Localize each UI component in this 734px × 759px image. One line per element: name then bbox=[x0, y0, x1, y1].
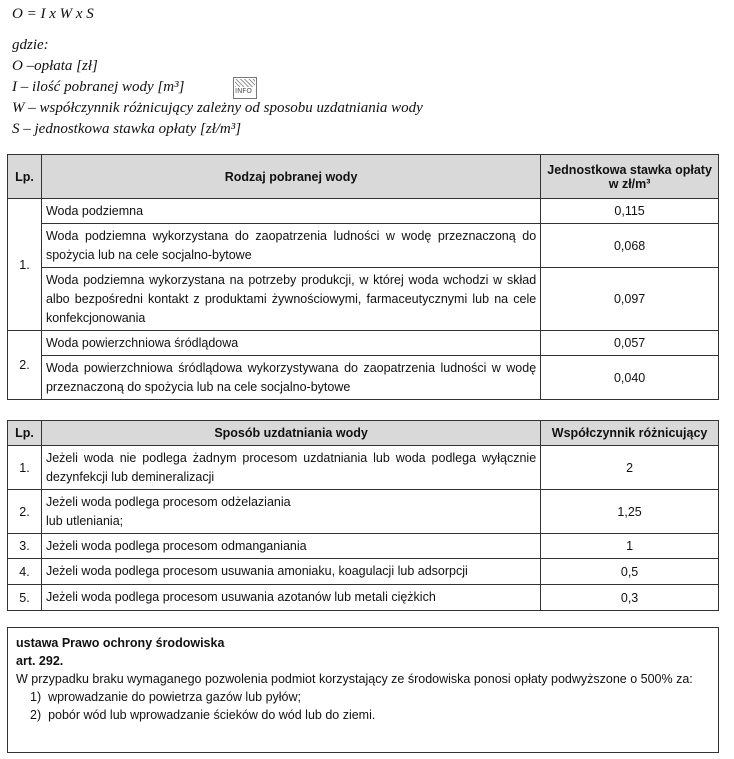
definition-s: S – jednostkowa stawka opłaty [zł/m³] bbox=[12, 121, 242, 137]
table-row bbox=[8, 534, 719, 559]
row-lp: 3. bbox=[8, 534, 42, 559]
definition-i: I – ilość pobranej wody [m³] bbox=[12, 79, 185, 95]
water-rate-table bbox=[7, 154, 719, 400]
table-row bbox=[8, 356, 719, 400]
law-item bbox=[16, 688, 710, 706]
method-line: lub utleniania; bbox=[45, 513, 124, 528]
law-item-number: 1) bbox=[30, 690, 42, 704]
rate-cell: 0,068 bbox=[541, 224, 719, 268]
law-item bbox=[16, 706, 710, 724]
law-excerpt bbox=[7, 627, 719, 753]
table-row bbox=[8, 446, 719, 490]
method-cell bbox=[41, 490, 540, 534]
table-row bbox=[8, 559, 719, 585]
table-row bbox=[8, 585, 719, 611]
formula-where-label: gdzie: bbox=[12, 37, 49, 53]
table-row bbox=[8, 331, 719, 356]
factor-cell: 2 bbox=[541, 446, 719, 490]
row-lp: 2. bbox=[8, 490, 42, 534]
row-lp: 2. bbox=[8, 331, 42, 400]
law-item-text: wprowadzanie do powietrza gazów lub pyłów; bbox=[48, 690, 301, 704]
rate-cell: 0,097 bbox=[541, 268, 719, 331]
method-cell: Jeżeli woda nie podlega żadnym procesom uzdatniania lub woda podlega wyłącznie dezynfekcji lub demineralizacji bbox=[41, 446, 540, 490]
rate-cell: 0,115 bbox=[541, 199, 719, 224]
table-header-water-type: Rodzaj pobranej wody bbox=[41, 155, 540, 199]
method-cell: Jeżeli woda podlega procesom usuwania amoniaku, koagulacji lub adsorpcji bbox=[41, 559, 540, 585]
treatment-factor-table bbox=[7, 420, 719, 611]
law-item-text: pobór wód lub wprowadzanie ścieków do wód lub do ziemi. bbox=[48, 708, 376, 722]
table-header-factor: Współczynnik różnicujący bbox=[541, 421, 719, 446]
row-lp: 4. bbox=[8, 559, 42, 585]
rate-cell: 0,057 bbox=[541, 331, 719, 356]
formula-block bbox=[12, 4, 712, 140]
info-icon: INFO bbox=[233, 77, 257, 99]
factor-cell: 0,3 bbox=[541, 585, 719, 611]
method-cell: Jeżeli woda podlega procesom usuwania azotanów lub metali ciężkich bbox=[41, 585, 540, 611]
law-article: art. 292. bbox=[16, 654, 64, 668]
factor-cell: 1 bbox=[541, 534, 719, 559]
row-lp: 1. bbox=[8, 446, 42, 490]
water-type-cell: Woda podziemna bbox=[41, 199, 540, 224]
water-type-cell: Woda powierzchniowa śródlądowa bbox=[41, 331, 540, 356]
table-row bbox=[8, 199, 719, 224]
law-text: W przypadku braku wymaganego pozwolenia podmiot korzystający ze środowiska ponosi opłaty podwyższone o 500% za: bbox=[16, 672, 693, 686]
method-line: Jeżeli woda podlega procesom odżelaziania bbox=[45, 494, 291, 509]
water-type-cell: Woda podziemna wykorzystana na potrzeby produkcji, w której woda wchodzi w skład albo bezpośredni kontakt z produktami żywnościowymi, farmaceutycznymi lub na cele konfekcjonowania bbox=[41, 268, 540, 331]
water-type-cell: Woda podziemna wykorzystana do zaopatrzenia ludności w wodę przeznaczoną do spożycia lub na cele socjalno-bytowe bbox=[41, 224, 540, 268]
water-type-cell: Woda powierzchniowa śródlądowa wykorzystywana do zaopatrzenia ludności w wodę przeznaczoną do spożycia lub na cele socjalno-bytowe bbox=[41, 356, 540, 400]
table-row bbox=[8, 490, 719, 534]
definition-w: W – współczynnik różnicujący zależny od sposobu uzdatniania wody bbox=[12, 100, 423, 116]
row-lp: 1. bbox=[8, 199, 42, 331]
table-row bbox=[8, 224, 719, 268]
definition-o: O –opłata [zł] bbox=[12, 58, 98, 74]
method-cell: Jeżeli woda podlega procesom odmanganiania bbox=[41, 534, 540, 559]
table-header-lp: Lp. bbox=[8, 421, 42, 446]
rate-cell: 0,040 bbox=[541, 356, 719, 400]
table-header-method: Sposób uzdatniania wody bbox=[41, 421, 540, 446]
factor-cell: 1,25 bbox=[541, 490, 719, 534]
formula-equation: O = I x W x S bbox=[12, 6, 94, 22]
table-row bbox=[8, 268, 719, 331]
law-title: ustawa Prawo ochrony środowiska bbox=[16, 636, 225, 650]
law-item-number: 2) bbox=[30, 708, 42, 722]
table-header-rate: Jednostkowa stawka opłaty w zł/m³ bbox=[541, 155, 719, 199]
table-header-lp: Lp. bbox=[8, 155, 42, 199]
factor-cell: 0,5 bbox=[541, 559, 719, 585]
row-lp: 5. bbox=[8, 585, 42, 611]
